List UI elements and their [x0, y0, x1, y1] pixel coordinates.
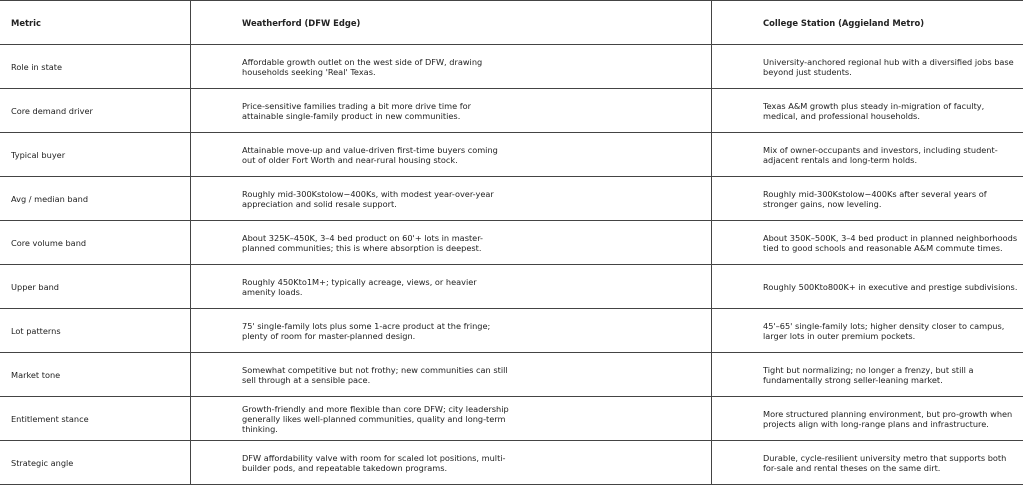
header-metric: Metric	[0, 1, 191, 45]
cell-weatherford: 75' single-family lots plus some 1-acre product at the fringe; plenty of room for master-planned design.	[191, 309, 712, 353]
table-body	[0, 45, 1023, 485]
cell-college-station: Mix of owner-occupants and investors, including student-adjacent rentals and long-term holds.	[712, 133, 1023, 177]
cell-college-station: About 350K–500K, 3–4 bed product in planned neighborhoods tied to good schools and reasonable A&M commute times.	[712, 221, 1023, 265]
table-header	[0, 1, 1023, 45]
cell-weatherford: Attainable move-up and value-driven first-time buyers coming out of older Fort Worth and near-rural housing stock.	[191, 133, 712, 177]
cell-metric: Core demand driver	[0, 89, 191, 133]
cell-metric: Entitlement stance	[0, 397, 191, 441]
cell-weatherford: Growth-friendly and more flexible than core DFW; city leadership generally likes well-planned communities, quality and long-term thinking.	[191, 397, 712, 441]
table-row	[0, 309, 1023, 353]
header-row	[0, 1, 1023, 45]
cell-weatherford: Roughly mid-300Kstolow−400Ks, with modest year-over-year appreciation and solid resale support.	[191, 177, 712, 221]
cell-metric: Market tone	[0, 353, 191, 397]
cell-metric: Typical buyer	[0, 133, 191, 177]
cell-metric: Avg / median band	[0, 177, 191, 221]
cell-college-station: More structured planning environment, but pro-growth when projects align with long-range plans and infrastructure.	[712, 397, 1023, 441]
cell-metric: Role in state	[0, 45, 191, 89]
header-weatherford: Weatherford (DFW Edge)	[191, 1, 712, 45]
cell-metric: Upper band	[0, 265, 191, 309]
table-row	[0, 45, 1023, 89]
cell-weatherford: Somewhat competitive but not frothy; new communities can still sell through at a sensible pace.	[191, 353, 712, 397]
cell-weatherford: About 325K–450K, 3–4 bed product on 60'+ lots in master-planned communities; this is where absorption is deepest.	[191, 221, 712, 265]
cell-metric: Lot patterns	[0, 309, 191, 353]
cell-weatherford: DFW affordability valve with room for scaled lot positions, multi-builder pods, and repeatable takedown programs.	[191, 441, 712, 485]
cell-metric: Strategic angle	[0, 441, 191, 485]
cell-college-station: University-anchored regional hub with a diversified jobs base beyond just students.	[712, 45, 1023, 89]
cell-metric: Core volume band	[0, 221, 191, 265]
table-row	[0, 265, 1023, 309]
cell-college-station: Roughly 500Kto800K+ in executive and prestige subdivisions.	[712, 265, 1023, 309]
cell-college-station: Roughly mid-300Kstolow−400Ks after several years of stronger gains, now leveling.	[712, 177, 1023, 221]
table-row	[0, 221, 1023, 265]
table-row	[0, 441, 1023, 485]
cell-college-station: Durable, cycle-resilient university metro that supports both for-sale and rental theses on the same dirt.	[712, 441, 1023, 485]
table-row	[0, 353, 1023, 397]
table-row	[0, 177, 1023, 221]
table-row	[0, 89, 1023, 133]
cell-college-station: 45'–65' single-family lots; higher density closer to campus, larger lots in outer premium pockets.	[712, 309, 1023, 353]
cell-college-station: Tight but normalizing; no longer a frenzy, but still a fundamentally strong seller-leaning market.	[712, 353, 1023, 397]
cell-college-station: Texas A&M growth plus steady in-migration of faculty, medical, and professional households.	[712, 89, 1023, 133]
cell-weatherford: Roughly 450Kto1M+; typically acreage, views, or heavier amenity loads.	[191, 265, 712, 309]
table-row	[0, 397, 1023, 441]
cell-weatherford: Price-sensitive families trading a bit more drive time for attainable single-family product in new communities.	[191, 89, 712, 133]
header-college-station: College Station (Aggieland Metro)	[712, 1, 1023, 45]
table-row	[0, 133, 1023, 177]
cell-weatherford: Affordable growth outlet on the west side of DFW, drawing households seeking 'Real' Texas.	[191, 45, 712, 89]
